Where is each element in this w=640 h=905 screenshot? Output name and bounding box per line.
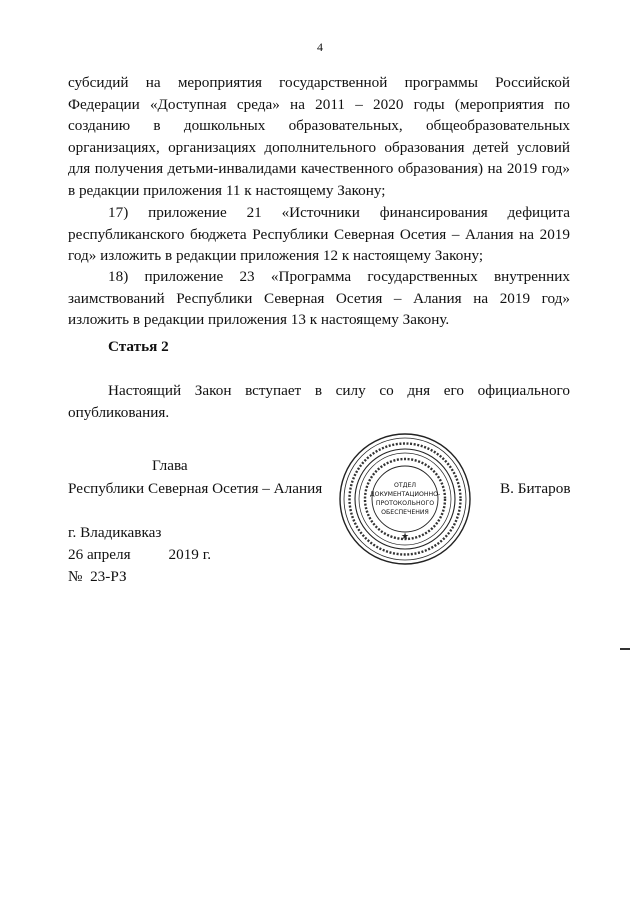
text-line: в редакции приложения 11 к настоящему Закону; — [68, 181, 386, 199]
seal-line: ПРОТОКОЛЬНОГО — [375, 500, 435, 507]
text-line: созданию в дошкольных образовательных, общеобразовательных — [68, 117, 570, 135]
paragraph-item-18 — [68, 266, 570, 331]
seal-line: ДОКУМЕНТАЦИОННО- — [369, 491, 441, 498]
paragraph-item-17 — [68, 202, 570, 267]
text-line: организациях, организациях дополнительного образования детей условий — [68, 138, 570, 156]
official-seal-icon — [338, 432, 472, 566]
text-line: республиканского бюджета Республики Северная Осетия – Алания на 2019 — [68, 225, 570, 243]
text-line: год» изложить в редакции приложения 12 к настоящему Закону; — [68, 247, 484, 265]
article-text — [68, 380, 570, 423]
signatory-title: Глава — [152, 457, 188, 474]
text-line: Настоящий Закон вступает в силу со дня его официального — [108, 382, 570, 399]
text-line: субсидий на мероприятия государственной программы Российской — [68, 74, 570, 91]
text-line: заимствований Республики Северная Осетия – Алания на 2019 год» — [68, 289, 570, 307]
text-line: опубликования. — [68, 403, 170, 421]
signing-date: 26 апреля 2019 г. — [68, 546, 212, 563]
signatory-name: В. Битаров — [500, 480, 571, 497]
scan-mark — [620, 648, 630, 650]
seal-line: ОБЕСПЕЧЕНИЯ — [381, 509, 429, 516]
text-line: Федерации «Доступная среда» на 2011 – 2020 годы (мероприятия по — [68, 95, 570, 113]
paragraph-subsidies — [68, 72, 570, 202]
page-number: 4 — [317, 40, 323, 54]
signatory-office: Республики Северная Осетия – Алания — [68, 480, 323, 497]
article-heading: Статья 2 — [108, 338, 169, 355]
text-line: изложить в редакции приложения 13 к настоящему Закону. — [68, 311, 450, 329]
svg-text:★: ★ — [400, 532, 410, 542]
law-number: № 23-РЗ — [68, 568, 127, 585]
text-line: 18) приложение 23 «Программа государственных внутренних — [108, 268, 570, 285]
text-line: для получения детьми-инвалидами качественного образования) на 2019 год» — [68, 160, 570, 178]
text-line: 17) приложение 21 «Источники финансирования дефицита — [108, 204, 570, 221]
place: г. Владикавказ — [68, 524, 162, 541]
seal-line: ОТДЕЛ — [393, 482, 417, 489]
